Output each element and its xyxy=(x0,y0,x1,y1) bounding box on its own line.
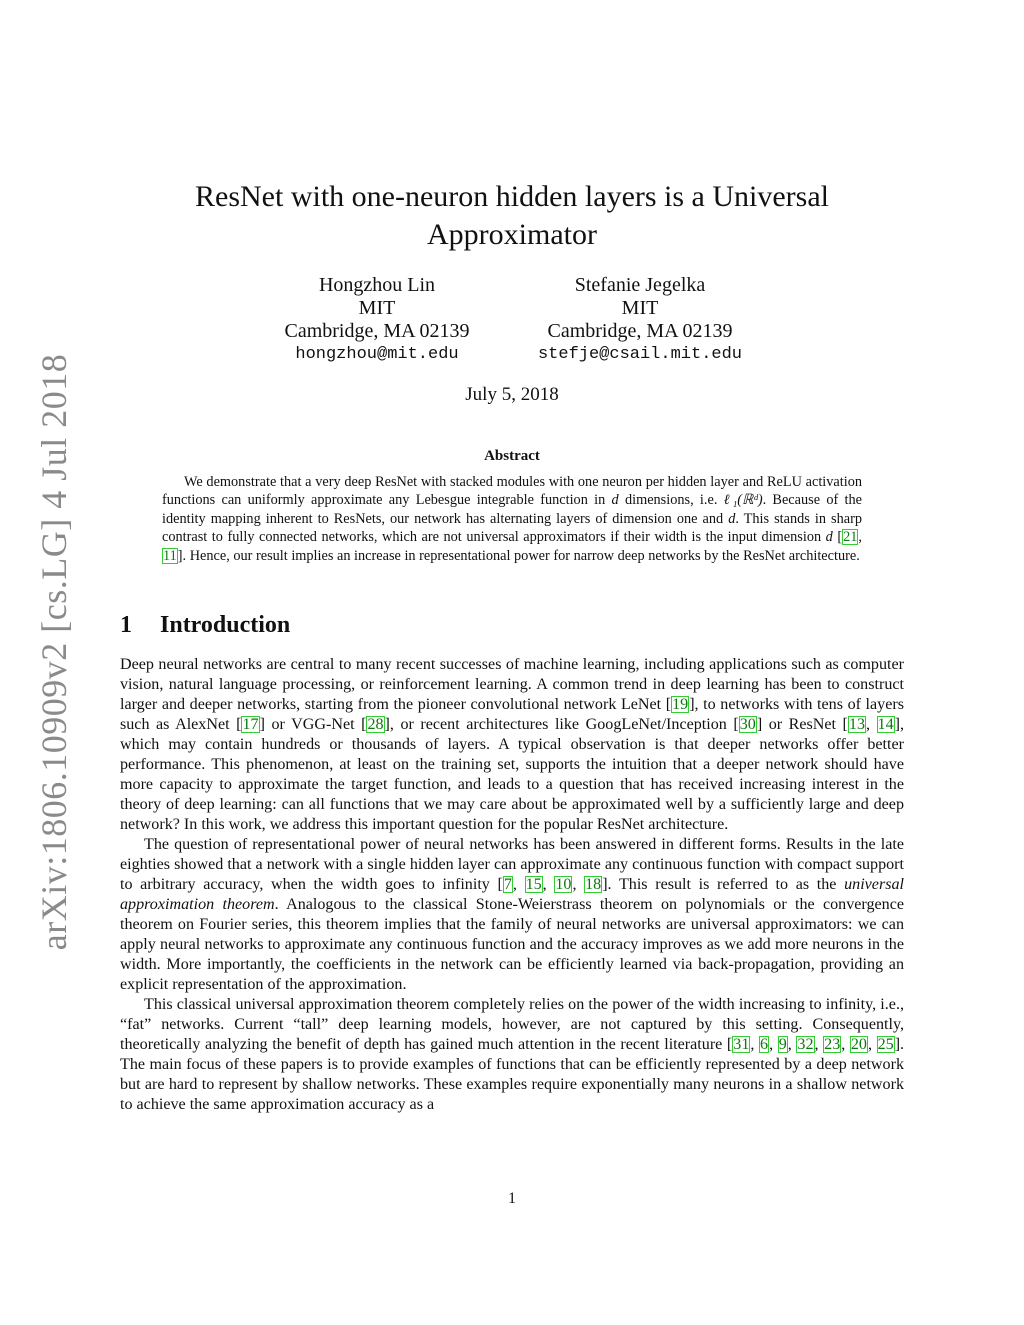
citation-link[interactable]: 7 xyxy=(503,876,512,893)
citation-separator: , xyxy=(867,1036,877,1053)
abstract-text-part: [ xyxy=(832,529,843,546)
citation-link[interactable]: 10 xyxy=(555,876,572,893)
paragraph-text: ]. The main focus of these papers is to provide examples of functions that can be efficiently represented by a deep network but are hard to represent by shallow networks. These examples require exponentially many neurons in a shallow network to achieve the same approximation accuracy as a xyxy=(120,1036,905,1113)
author-email[interactable]: stefje@csail.mit.edu xyxy=(537,345,743,364)
citation-link[interactable]: 18 xyxy=(585,876,602,893)
math-expression: ℓ₁(ℝᵈ) xyxy=(723,492,763,509)
paragraph-text: ] or ResNet [ xyxy=(756,716,848,733)
citation-link[interactable]: 11 xyxy=(163,547,177,564)
citation-separator: , xyxy=(769,1036,778,1053)
page-number: 1 xyxy=(508,1190,516,1207)
citation-link[interactable]: 9 xyxy=(778,1036,787,1053)
citation-link[interactable]: 31 xyxy=(733,1036,750,1053)
section-heading xyxy=(120,612,290,639)
citation-link[interactable]: 30 xyxy=(739,716,756,733)
author-block-1 xyxy=(262,274,492,366)
paragraph xyxy=(120,995,904,1115)
citation-separator: , xyxy=(512,876,525,893)
citation-link[interactable]: 15 xyxy=(525,876,542,893)
math-variable: d xyxy=(728,510,736,527)
citation-link[interactable]: 6 xyxy=(760,1036,769,1053)
paragraph-text: This classical universal approximation theorem completely relies on the power of the width increasing to infinity, i.e., “fat” networks. Current “tall” deep learning models, however, are not captured by this setting. Consequently, theoretically analyzing the benefit of depth has gained much attention in the recent literature [ xyxy=(120,996,904,1053)
citation-link[interactable]: 17 xyxy=(242,716,259,733)
paragraph-text: The question of representational power of neural networks has been answered in different forms. Results in the late eighties showed that a network with a single hidden layer can approximate any continuous function with compact support to arbitrary accuracy, when the width goes to infinity [ xyxy=(120,836,904,893)
citation-separator: , xyxy=(814,1036,824,1053)
citation-link[interactable]: 32 xyxy=(797,1036,814,1053)
citation-link[interactable]: 13 xyxy=(848,716,865,733)
author-block-2 xyxy=(520,274,760,366)
abstract-text-part: ]. Hence, our result implies an increase in representational power for narrow deep networks by the ResNet architecture. xyxy=(177,547,860,564)
paragraph xyxy=(120,835,904,995)
author-name: Hongzhou Lin xyxy=(318,274,436,296)
citation-link[interactable]: 21 xyxy=(843,529,858,546)
author-name: Stefanie Jegelka xyxy=(574,274,706,296)
author-location: Cambridge, MA 02139 xyxy=(547,320,733,342)
abstract-text-part: We demonstrate that a very deep ResNet with stacked modules with one neuron per hidden layer and ReLU activation functions can uniformly approximate any Lebesgue integrable function in xyxy=(162,474,862,509)
emphasized-term: universal approximation theorem xyxy=(120,876,904,913)
citation-separator: , xyxy=(841,1036,850,1053)
abstract-text xyxy=(162,473,862,565)
citation-link[interactable]: 20 xyxy=(850,1036,867,1053)
arxiv-identifier: arXiv:1806.10909v2 [cs.LG] 4 Jul 2018 xyxy=(34,353,74,951)
paragraph-text: . Analogous to the classical Stone-Weierstrass theorem on polynomials or the convergence theorem on Fourier series, this theorem implies that the family of neural networks are universal approximators: we can apply neural networks to approximate any continuous function and the accuracy improves as we add more neurons in the width. More importantly, the coefficients in the network can be efficiently learned via back-propagation, providing an explicit representation of the approximation. xyxy=(120,896,904,993)
citation-link[interactable]: 14 xyxy=(877,716,894,733)
author-affiliation: MIT xyxy=(358,297,396,319)
paragraph-text: ] or VGG-Net [ xyxy=(259,716,367,733)
paragraph-text: ], to networks with tens of layers such as AlexNet [ xyxy=(120,696,904,733)
abstract-text-part: . Because of the identity mapping inherent to ResNets, our network has alternating layers of dimension one and xyxy=(162,492,862,527)
paper-date: July 5, 2018 xyxy=(465,384,559,405)
body-text xyxy=(120,655,904,1115)
paragraph-text: ], which may contain hundreds or thousands of layers. A typical observation is that deeper networks offer better performance. This phenomenon, at least on the training set, supports the intuition that a deeper network should have more capacity to approximate the target function, and leads to a question that has received increasing interest in the theory of deep learning: can all functions that we may care about be approximated well by a sufficiently large and deep network? In this work, we address this important question for the popular ResNet architecture. xyxy=(120,716,905,833)
paragraph-text: ], or recent architectures like GoogLeNet/Inception [ xyxy=(384,716,739,733)
abstract-text-part: . This stands in sharp contrast to fully connected networks, which are not universal approximators if their width is the input dimension xyxy=(162,510,862,546)
citation-separator: , xyxy=(787,1036,797,1053)
math-variable: d xyxy=(825,529,833,546)
paragraph-text: ]. This result is referred to as the xyxy=(602,876,845,893)
citation-link[interactable]: 28 xyxy=(367,716,384,733)
paragraph-text: Deep neural networks are central to many recent successes of machine learning, including applications such as computer vision, natural language processing, or reinforcement learning. A common trend in deep learning has been to construct larger and deeper networks, starting from the pioneer convolutional network LeNet [ xyxy=(120,656,904,713)
author-location: Cambridge, MA 02139 xyxy=(284,320,470,342)
section-number: 1 xyxy=(120,612,132,638)
paper-title: ResNet with one-neuron hidden layers is a Universal Approximator xyxy=(195,180,829,251)
abstract-heading: Abstract xyxy=(484,448,540,464)
citation-separator: , xyxy=(572,876,585,893)
author-email[interactable]: hongzhou@mit.edu xyxy=(295,345,459,364)
citation-link[interactable]: 19 xyxy=(672,696,689,713)
author-affiliation: MIT xyxy=(621,297,659,319)
math-variable: d xyxy=(611,492,619,509)
paragraph xyxy=(120,655,904,835)
citation-separator: , xyxy=(865,716,877,733)
citation-separator: , xyxy=(542,876,555,893)
section-title: Introduction xyxy=(160,612,291,638)
citation-separator: , xyxy=(750,1036,760,1053)
abstract-text-part: dimensions, i.e. xyxy=(618,492,724,509)
citation-separator: , xyxy=(858,529,862,546)
citation-link[interactable]: 25 xyxy=(877,1036,894,1053)
citation-link[interactable]: 23 xyxy=(824,1036,841,1053)
